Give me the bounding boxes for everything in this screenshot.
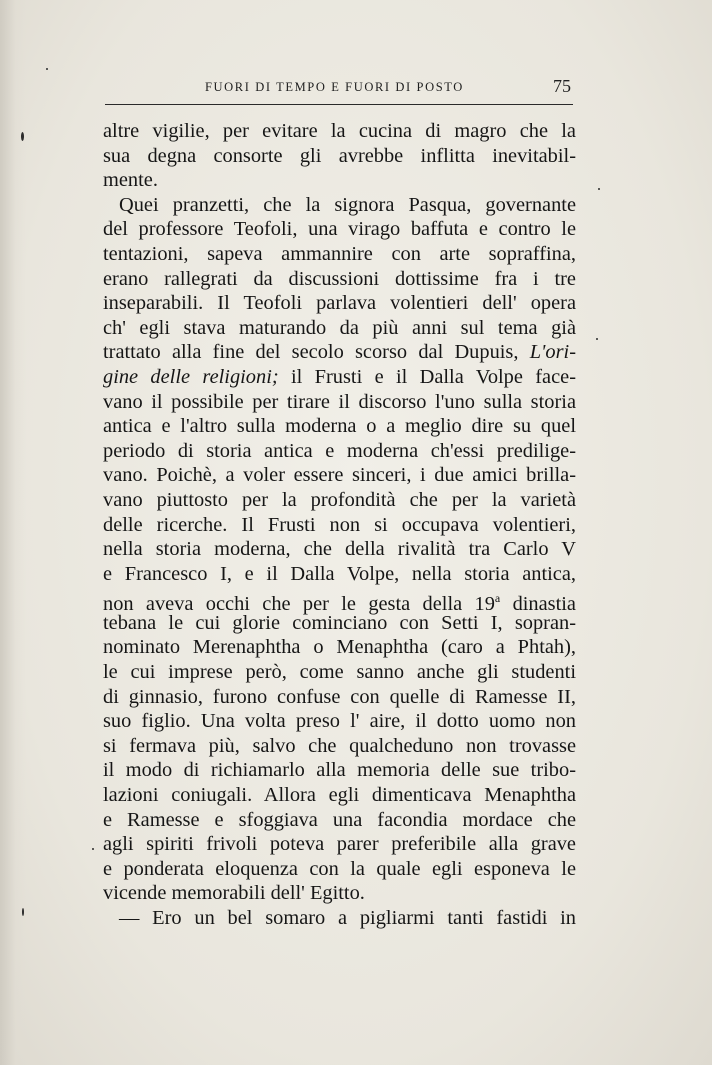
page-number: 75: [553, 76, 571, 96]
text-line: tebana le cui glorie cominciano con Setti I, sopran-: [103, 611, 576, 634]
text-line: mente.: [103, 169, 158, 192]
text-line-part: trattato alla fine del secolo scorso dal Dupuis,: [103, 341, 519, 364]
text-line: altre vigilie, per evitare la cucina di magro che la: [103, 120, 576, 142]
text-line: delle ricerche. Il Frusti non si occupava volentieri,: [103, 513, 576, 536]
text-line: del professore Teofoli, una virago baffuta e contro le: [103, 218, 576, 241]
body-text: [103, 119, 576, 931]
ordinal-superscript: a: [494, 591, 501, 606]
text-line: [103, 365, 576, 390]
print-speck: [21, 132, 24, 141]
text-line: vano. Poichè, a voler essere sinceri, i due amici brilla-: [103, 464, 576, 487]
running-head: [105, 74, 573, 105]
text-line-part: il Frusti e il Dalla Volpe face-: [278, 365, 576, 388]
text-line: ch' egli stava maturando da più anni sul tema già: [103, 316, 576, 339]
paragraph-first-line: Quei pranzetti, che la signora Pasqua, governante: [119, 193, 576, 216]
print-speck: [598, 188, 600, 190]
text-line: il modo di richiamarlo alla memoria delle sue tribo-: [103, 759, 576, 782]
text-line: nominato Merenaphtha o Menaphtha (caro a Phtah),: [103, 636, 576, 659]
dynasty-ordinal: 19: [474, 593, 495, 616]
text-line: si fermava più, salvo che qualcheduno non trovasse: [103, 734, 576, 757]
text-line: vicende memorabili dell' Egitto.: [103, 882, 365, 905]
dialogue-line: — Ero un bel somaro a pigliarmi tanti fastidi in: [119, 907, 576, 929]
text-line: le cui imprese però, come sanno anche gli studenti: [103, 661, 576, 684]
text-line: nella storia moderna, che della rivalità tra Carlo V: [103, 538, 576, 561]
text-line: e Ramesse e sfoggiava una facondia mordace che: [103, 808, 576, 831]
text-line-part: non aveva occhi che per le gesta della: [103, 593, 463, 616]
running-title: FUORI DI TEMPO E FUORI DI POSTO: [205, 80, 464, 94]
print-speck: [92, 848, 94, 850]
text-line: lazioni coniugali. Allora egli dimenticava Menaphtha: [103, 784, 576, 807]
text-line: e Francesco I, e il Dalla Volpe, nella storia antica,: [103, 562, 576, 585]
text-line: suo figlio. Una volta preso l' aire, il dotto uomo non: [103, 710, 576, 733]
text-line: agli spiriti frivoli poteva parer preferibile alla grave: [103, 833, 576, 856]
gutter-shadow: [0, 0, 26, 1065]
text-line: inseparabili. Il Teofoli parlava volentieri dell' opera: [103, 292, 576, 315]
text-line-part: dinastia: [500, 593, 576, 616]
text-line: vano piuttosto per la profondità che per la varietà: [103, 488, 576, 511]
text-line: [103, 586, 576, 616]
book-title-italic: gine delle religioni;: [103, 365, 279, 388]
text-line: vano il possibile per tirare il discorso l'uno sulla storia: [103, 390, 576, 413]
text-line: periodo di storia antica e moderna ch'essi predilige-: [103, 439, 576, 462]
book-title-italic: L'ori-: [529, 341, 576, 364]
text-line: di ginnasio, furono confuse con quelle di Ramesse II,: [103, 685, 576, 708]
text-line: sua degna consorte gli avrebbe inflitta inevitabil-: [103, 144, 576, 167]
text-line: [103, 340, 576, 365]
print-speck: [596, 338, 598, 340]
text-line: tentazioni, sapeva ammannire con arte sopraffina,: [103, 242, 576, 265]
print-speck: [46, 68, 48, 70]
text-line: antica e l'altro sulla moderna o a meglio dire su quel: [103, 415, 576, 438]
text-line: e ponderata eloquenza con la quale egli esponeva le: [103, 857, 576, 880]
text-line: erano rallegrati da discussioni dottissime fra i tre: [103, 267, 576, 290]
print-speck: [22, 908, 24, 916]
